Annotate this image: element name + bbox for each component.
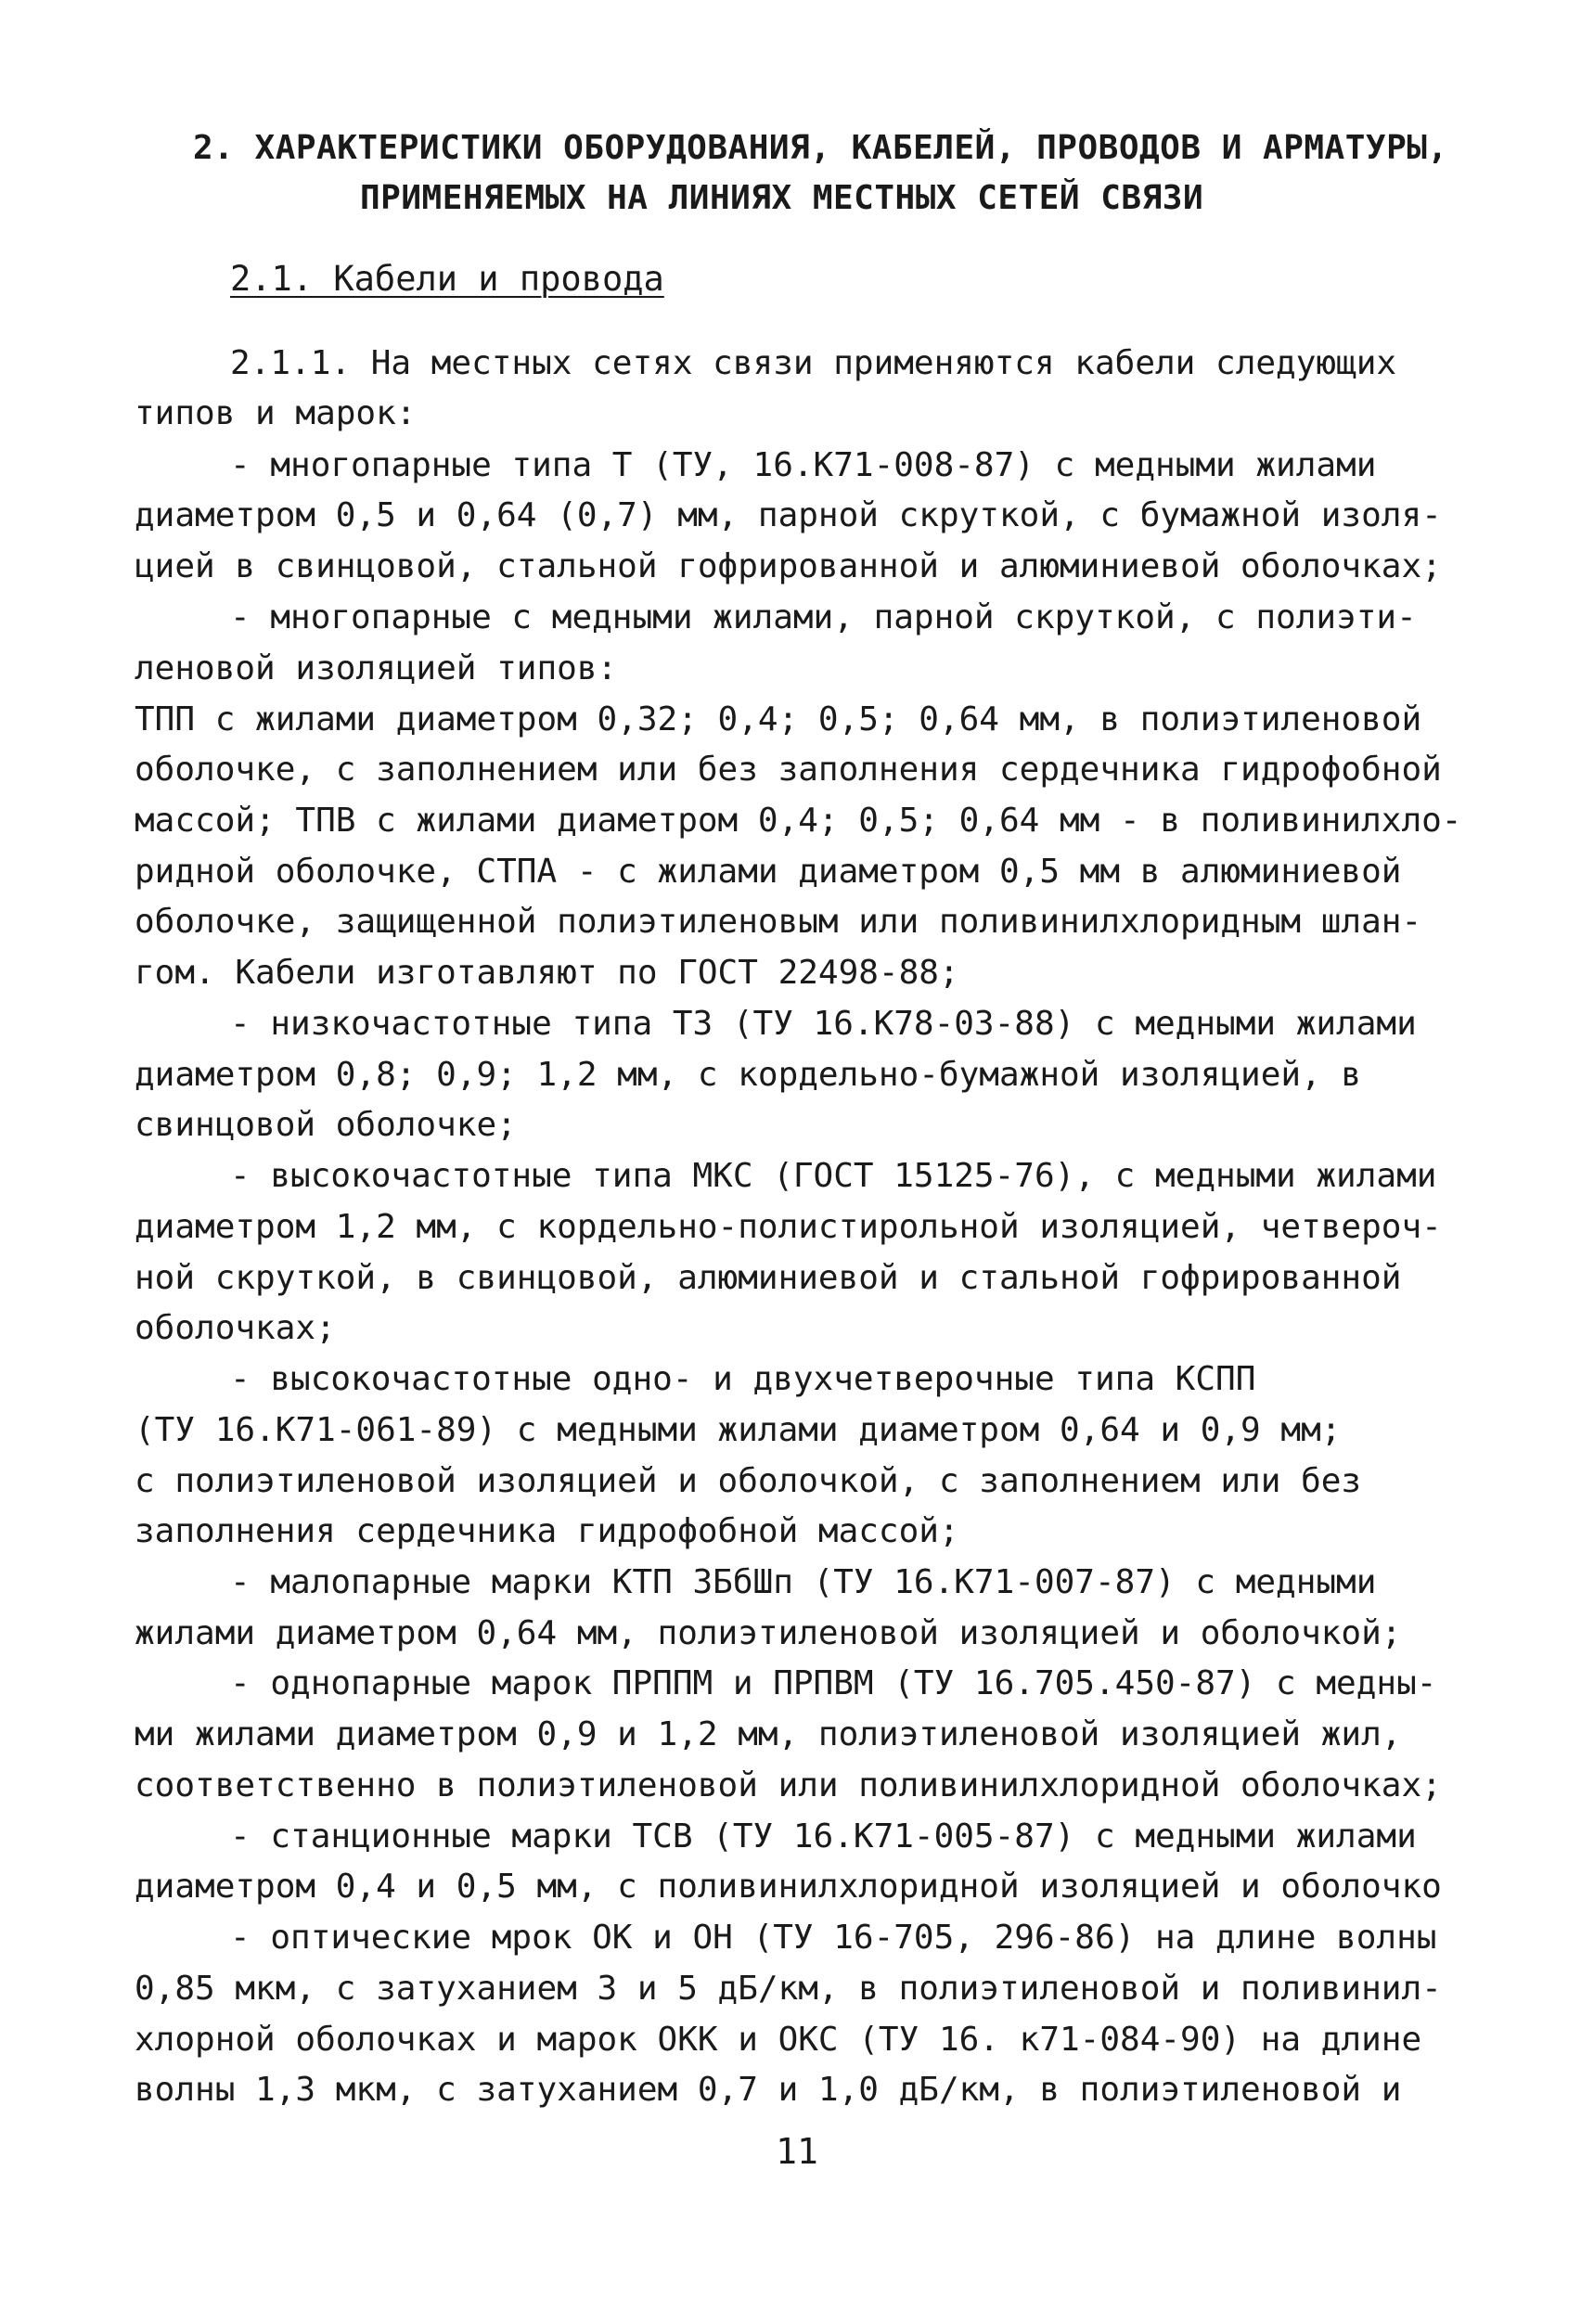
body-line-20: оболочках; bbox=[135, 1309, 336, 1347]
body-line-16: свинцовой оболочке; bbox=[135, 1106, 517, 1144]
body-line-35: волны 1,3 мкм, с затуханием 0,7 и 1,0 дБ/км, в полиэтиленовой и bbox=[135, 2071, 1402, 2109]
body-line-22: (ТУ 16.К71-061-89) с медными жилами диаметром 0,64 и 0,9 мм; bbox=[135, 1411, 1342, 1449]
title-line-2: ПРИМЕНЯЕМЫХ НА ЛИНИЯХ МЕСТНЫХ СЕТЕЙ СВЯЗИ bbox=[360, 179, 1204, 217]
body-line-25: - малопарные марки КТП ЗБбШп (ТУ 16.К71-007-87) с медными bbox=[230, 1563, 1377, 1601]
body-line-12: оболочке, защищенной полиэтиленовым или поливинилхлоридным шлан- bbox=[135, 903, 1422, 941]
page-number: 11 bbox=[776, 2131, 818, 2172]
body-line-31: диаметром 0,4 и 0,5 мм, с поливинилхлоридной изоляцией и оболочко bbox=[135, 1868, 1442, 1906]
body-line-32: - оптические мрок ОК и ОН (ТУ 16-705, 296-86) на длине волны bbox=[230, 1919, 1437, 1957]
body-line-5: цией в свинцовой, стальной гофрированной и алюминиевой оболочках; bbox=[135, 547, 1442, 585]
body-line-28: ми жилами диаметром 0,9 и 1,2 мм, полиэтиленовой изоляцией жил, bbox=[135, 1715, 1402, 1753]
body-line-17: - высокочастотные типа МКС (ГОСТ 15125-76), с медными жилами bbox=[230, 1157, 1437, 1195]
body-line-3: - многопарные типа Т (ТУ, 16.К71-008-87) с медными жилами bbox=[230, 446, 1377, 484]
body-line-30: - станционные марки ТСВ (ТУ 16.К71-005-87) с медными жилами bbox=[230, 1817, 1417, 1855]
body-line-14: - низкочастотные типа ТЗ (ТУ 16.К78-03-88) с медными жилами bbox=[230, 1005, 1417, 1043]
body-line-10: массой; ТПВ с жилами диаметром 0,4; 0,5; 0,64 мм - в поливинилхло- bbox=[135, 802, 1462, 840]
body-line-11: ридной оболочке, СТПА - с жилами диаметром 0,5 мм в алюминиевой bbox=[135, 853, 1402, 891]
body-line-18: диаметром 1,2 мм, с кордельно-полистирольной изоляцией, четвероч- bbox=[135, 1208, 1442, 1246]
body-line-29: соответственно в полиэтиленовой или поливинилхлоридной оболочках; bbox=[135, 1766, 1442, 1804]
section-heading: 2.1. Кабели и провода bbox=[230, 259, 664, 299]
body-line-9: оболочке, с заполнением или без заполнения сердечника гидрофобной bbox=[135, 751, 1442, 789]
body-line-21: - высокочастотные одно- и двухчетверочные типа КСПП bbox=[230, 1360, 1256, 1398]
body-line-1: 2.1.1. На местных сетях связи применяются кабели следующих bbox=[230, 344, 1397, 382]
title-line-1: 2. ХАРАКТЕРИСТИКИ ОБОРУДОВАНИЯ, КАБЕЛЕЙ, ПРОВОДОВ И АРМАТУРЫ, bbox=[193, 129, 1448, 167]
body-line-2: типов и марок: bbox=[135, 394, 417, 432]
body-line-23: с полиэтиленовой изоляцией и оболочкой, с заполнением или без bbox=[135, 1462, 1362, 1500]
body-line-6: - многопарные с медными жилами, парной скруткой, с полиэти- bbox=[230, 598, 1417, 636]
body-line-15: диаметром 0,8; 0,9; 1,2 мм, с кордельно-бумажной изоляцией, в bbox=[135, 1056, 1362, 1094]
body-line-26: жилами диаметром 0,64 мм, полиэтиленовой изоляцией и оболочкой; bbox=[135, 1614, 1402, 1652]
body-line-4: диаметром 0,5 и 0,64 (0,7) мм, парной скруткой, с бумажной изоля- bbox=[135, 496, 1442, 534]
body-line-8: ТПП с жилами диаметром 0,32; 0,4; 0,5; 0,64 мм, в полиэтиленовой bbox=[135, 700, 1422, 738]
body-line-33: 0,85 мкм, с затуханием 3 и 5 дБ/км, в полиэтиленовой и поливинил- bbox=[135, 1970, 1442, 2008]
body-line-24: заполнения сердечника гидрофобной массой; bbox=[135, 1512, 959, 1550]
body-line-34: хлорной оболочках и марок ОКК и ОКС (ТУ 16. к71-084-90) на длине bbox=[135, 2021, 1422, 2059]
body-line-7: леновой изоляцией типов: bbox=[135, 649, 618, 687]
body-line-19: ной скруткой, в свинцовой, алюминиевой и стальной гофрированной bbox=[135, 1259, 1402, 1297]
body-line-13: гом. Кабели изготавляют по ГОСТ 22498-88; bbox=[135, 954, 959, 992]
body-line-27: - однопарные марок ПРППМ и ПРПВМ (ТУ 16.705.450-87) с медны- bbox=[230, 1664, 1437, 1702]
